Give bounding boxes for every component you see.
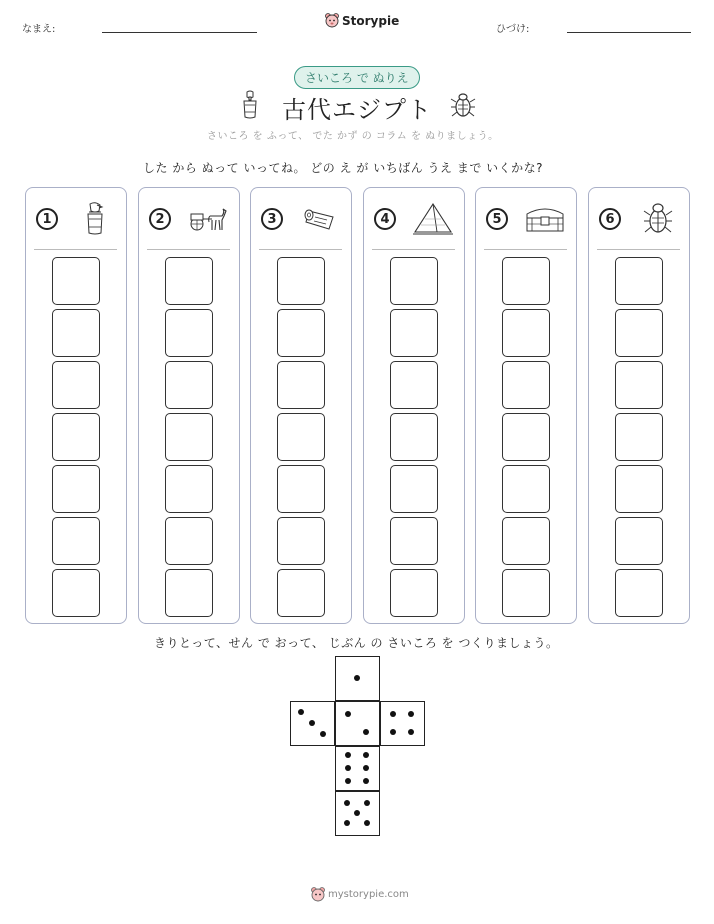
coloring-cell[interactable] <box>615 361 663 409</box>
die-face-6 <box>335 746 380 791</box>
coloring-cell[interactable] <box>390 517 438 565</box>
die-pip <box>320 731 326 737</box>
column-divider <box>259 249 342 250</box>
die-pip <box>345 765 351 771</box>
die-pip <box>408 711 414 717</box>
die-pip <box>363 778 369 784</box>
coloring-cell[interactable] <box>277 569 325 617</box>
coloring-cell[interactable] <box>277 465 325 513</box>
date-line[interactable] <box>567 32 691 33</box>
die-pip <box>390 729 396 735</box>
scarab-icon <box>450 92 476 124</box>
coloring-cell[interactable] <box>52 517 100 565</box>
die-pip <box>345 711 351 717</box>
column-4 <box>363 187 465 624</box>
coloring-cell[interactable] <box>165 517 213 565</box>
page-subtitle: さいころ を ふって、 でた かず の コラム を ぬりましょう。 <box>207 131 499 142</box>
coloring-cell[interactable] <box>502 361 550 409</box>
footer-site: mystorypie.com <box>328 889 409 900</box>
die-pip <box>309 720 315 726</box>
column-number: 3 <box>261 208 283 230</box>
column-6 <box>588 187 690 624</box>
coloring-cell[interactable] <box>390 257 438 305</box>
coloring-cell[interactable] <box>165 569 213 617</box>
coloring-cell[interactable] <box>615 465 663 513</box>
coloring-cell[interactable] <box>52 361 100 409</box>
coloring-cell[interactable] <box>277 361 325 409</box>
die-pip <box>354 675 360 681</box>
chariot-icon <box>185 200 231 238</box>
column-divider <box>484 249 567 250</box>
coloring-cell[interactable] <box>165 361 213 409</box>
die-face-2 <box>335 701 380 746</box>
coloring-cell[interactable] <box>52 257 100 305</box>
brand-logo <box>325 13 399 28</box>
die-pip <box>408 729 414 735</box>
die-pip <box>345 752 351 758</box>
instruction-text: した から ぬって いってね。 どの え が いちばん うえ まで いくかな? <box>143 161 544 175</box>
storypie-mascot-icon <box>311 887 325 902</box>
coloring-cell[interactable] <box>390 361 438 409</box>
page-title: 古代エジプト <box>282 96 432 124</box>
coloring-cell[interactable] <box>502 569 550 617</box>
die-pip <box>363 729 369 735</box>
name-label: なまえ: <box>22 24 56 35</box>
coloring-cell[interactable] <box>52 413 100 461</box>
column-divider <box>34 249 117 250</box>
canopic-jar-icon <box>72 200 118 238</box>
column-number: 6 <box>599 208 621 230</box>
column-divider <box>147 249 230 250</box>
storypie-mascot-icon <box>325 13 339 28</box>
die-pip <box>298 709 304 715</box>
coloring-cell[interactable] <box>277 257 325 305</box>
column-divider <box>372 249 455 250</box>
canopic-jar-icon <box>240 90 260 124</box>
coloring-cell[interactable] <box>390 465 438 513</box>
coloring-cell[interactable] <box>52 569 100 617</box>
date-label: ひづけ: <box>496 24 530 35</box>
papyrus-scroll-icon <box>297 200 343 238</box>
column-5 <box>475 187 577 624</box>
die-pip <box>363 752 369 758</box>
column-2 <box>138 187 240 624</box>
coloring-cell[interactable] <box>615 569 663 617</box>
die-face-4 <box>380 701 425 746</box>
coloring-cell[interactable] <box>502 309 550 357</box>
coloring-cell[interactable] <box>502 517 550 565</box>
coloring-cell[interactable] <box>52 465 100 513</box>
coloring-cell[interactable] <box>502 413 550 461</box>
die-face-1 <box>335 656 380 701</box>
die-pip <box>354 810 360 816</box>
column-number: 4 <box>374 208 396 230</box>
name-line[interactable] <box>102 32 257 33</box>
coloring-cell[interactable] <box>165 257 213 305</box>
treasure-chest-icon <box>522 200 568 238</box>
brand-name: Storypie <box>342 13 400 28</box>
coloring-cell[interactable] <box>277 309 325 357</box>
coloring-cell[interactable] <box>615 309 663 357</box>
footer <box>311 887 409 902</box>
coloring-cell[interactable] <box>390 309 438 357</box>
scarab-icon <box>635 200 681 238</box>
column-number: 5 <box>486 208 508 230</box>
column-1 <box>25 187 127 624</box>
activity-pill: さいころ で ぬりえ <box>294 66 420 89</box>
coloring-cell[interactable] <box>165 309 213 357</box>
die-pip <box>345 778 351 784</box>
die-pip <box>344 800 350 806</box>
die-pip <box>363 765 369 771</box>
die-pip <box>390 711 396 717</box>
coloring-cell[interactable] <box>502 257 550 305</box>
pyramid-icon <box>410 200 456 238</box>
cut-instruction: きりとって、せん で おって、 じぶん の さいころ を つくりましょう。 <box>154 636 559 650</box>
die-face-3 <box>290 701 335 746</box>
coloring-cell[interactable] <box>390 569 438 617</box>
column-number: 2 <box>149 208 171 230</box>
coloring-cell[interactable] <box>52 309 100 357</box>
die-pip <box>344 820 350 826</box>
coloring-cell[interactable] <box>502 465 550 513</box>
coloring-cell[interactable] <box>615 413 663 461</box>
coloring-cell[interactable] <box>165 465 213 513</box>
column-3 <box>250 187 352 624</box>
column-divider <box>597 249 680 250</box>
coloring-cell[interactable] <box>277 413 325 461</box>
coloring-cell[interactable] <box>390 413 438 461</box>
coloring-cell[interactable] <box>165 413 213 461</box>
die-pip <box>364 800 370 806</box>
die-pip <box>364 820 370 826</box>
die-face-5 <box>335 791 380 836</box>
column-number: 1 <box>36 208 58 230</box>
coloring-cell[interactable] <box>615 517 663 565</box>
coloring-cell[interactable] <box>277 517 325 565</box>
coloring-cell[interactable] <box>615 257 663 305</box>
